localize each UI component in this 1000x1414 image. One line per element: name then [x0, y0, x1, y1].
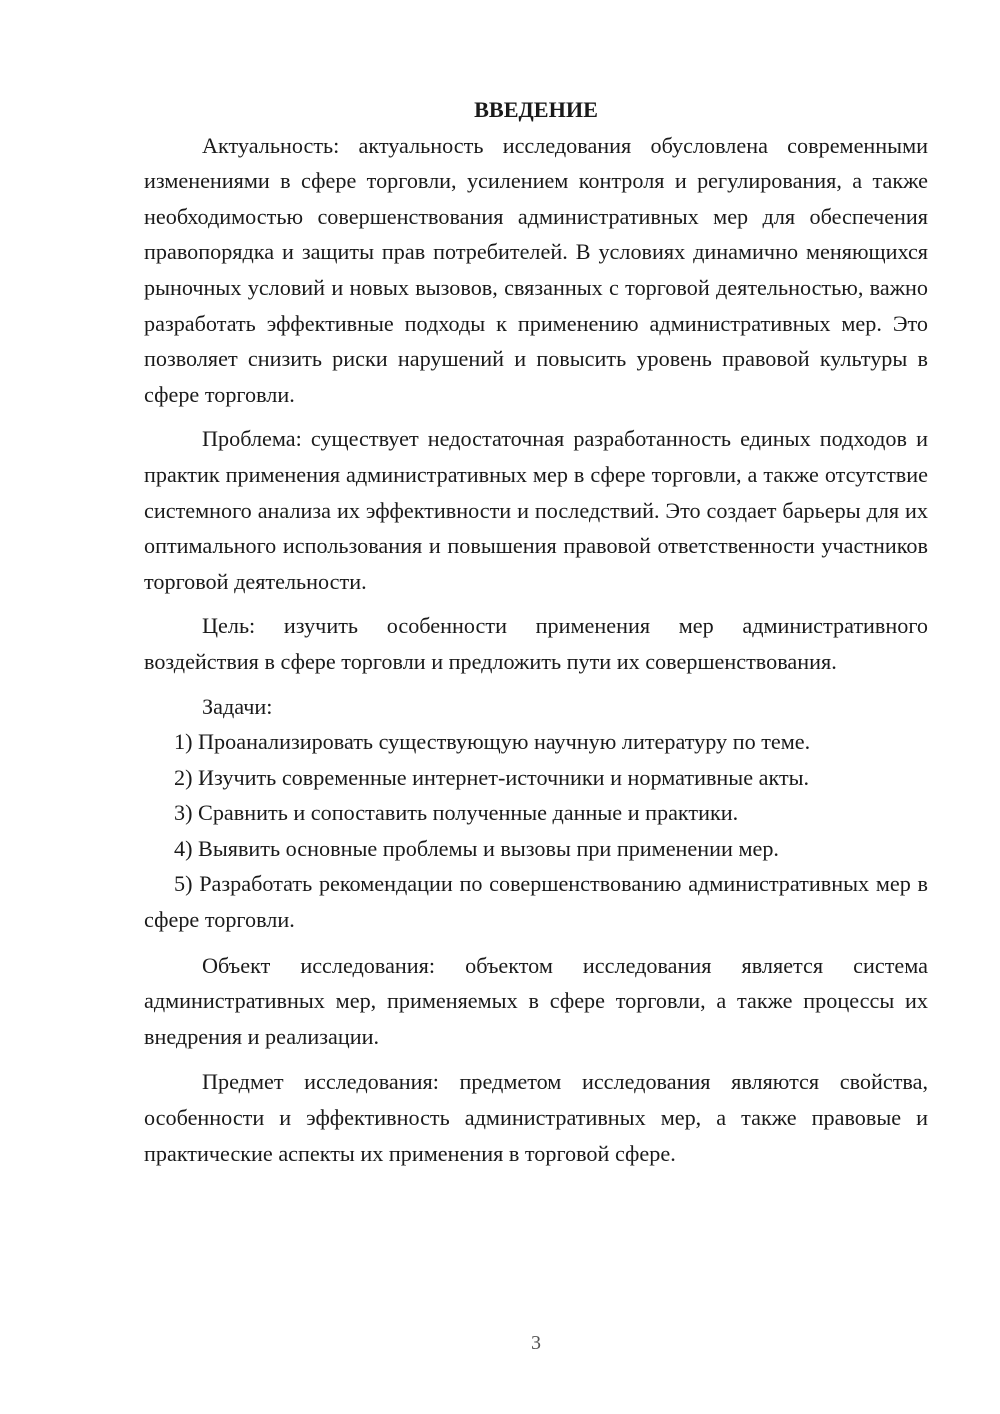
paragraph-problem: Проблема: существует недостаточная разработанность единых подходов и практик применения административных мер в сфере торговли, а также отсутствие системного анализа их эффективности и последствий. Это создает барьеры для их оптимального использования и повышения правовой ответственности участников торговой деятельности. [144, 426, 928, 594]
task-item-3: 3) Сравнить и сопоставить полученные данные и практики. [174, 800, 739, 826]
paragraph-subject: Предмет исследования: предметом исследования являются свойства, особенности и эффективность административных мер, а также правовые и практические аспекты их применения в торговой сфере. [144, 1069, 928, 1166]
task-item-2: 2) Изучить современные интернет-источники и нормативные акты. [174, 764, 810, 790]
paragraph-goal: Цель: изучить особенности применения мер административного воздействия в сфере торговли и предложить пути их совершенствования. [144, 613, 928, 674]
paragraph-object: Объект исследования: объектом исследования является система административных мер, применяемых в сфере торговли, а также процессы их внедрения и реализации. [144, 952, 928, 1049]
document-body [144, 92, 928, 1171]
section-title: ВВЕДЕНИЕ [474, 97, 598, 122]
tasks-heading: Задачи: [202, 693, 273, 719]
task-item-4: 4) Выявить основные проблемы и вызовы при применении мер. [174, 835, 779, 861]
task-item-1: 1) Проанализировать существующую научную литературу по теме. [174, 729, 811, 755]
task-item-5: 5) Разработать рекомендации по совершенствованию административных мер в сфере торговли. [144, 871, 928, 933]
page-number: 3 [531, 1332, 541, 1354]
paragraph-relevance: Актуальность: актуальность исследования обусловлена современными изменениями в сфере торговли, усилением контроля и регулирования, а также необходимостью совершенствования административных мер для обеспечения правопорядка и защиты прав потребителей. В условиях динамично меняющихся рыночных условий и новых вызовов, связанных с торговой деятельностью, важно разработать эффективные подходы к применению административных мер. Это позволяет снизить риски нарушений и повысить уровень правовой культуры в сфере торговли. [144, 132, 928, 407]
